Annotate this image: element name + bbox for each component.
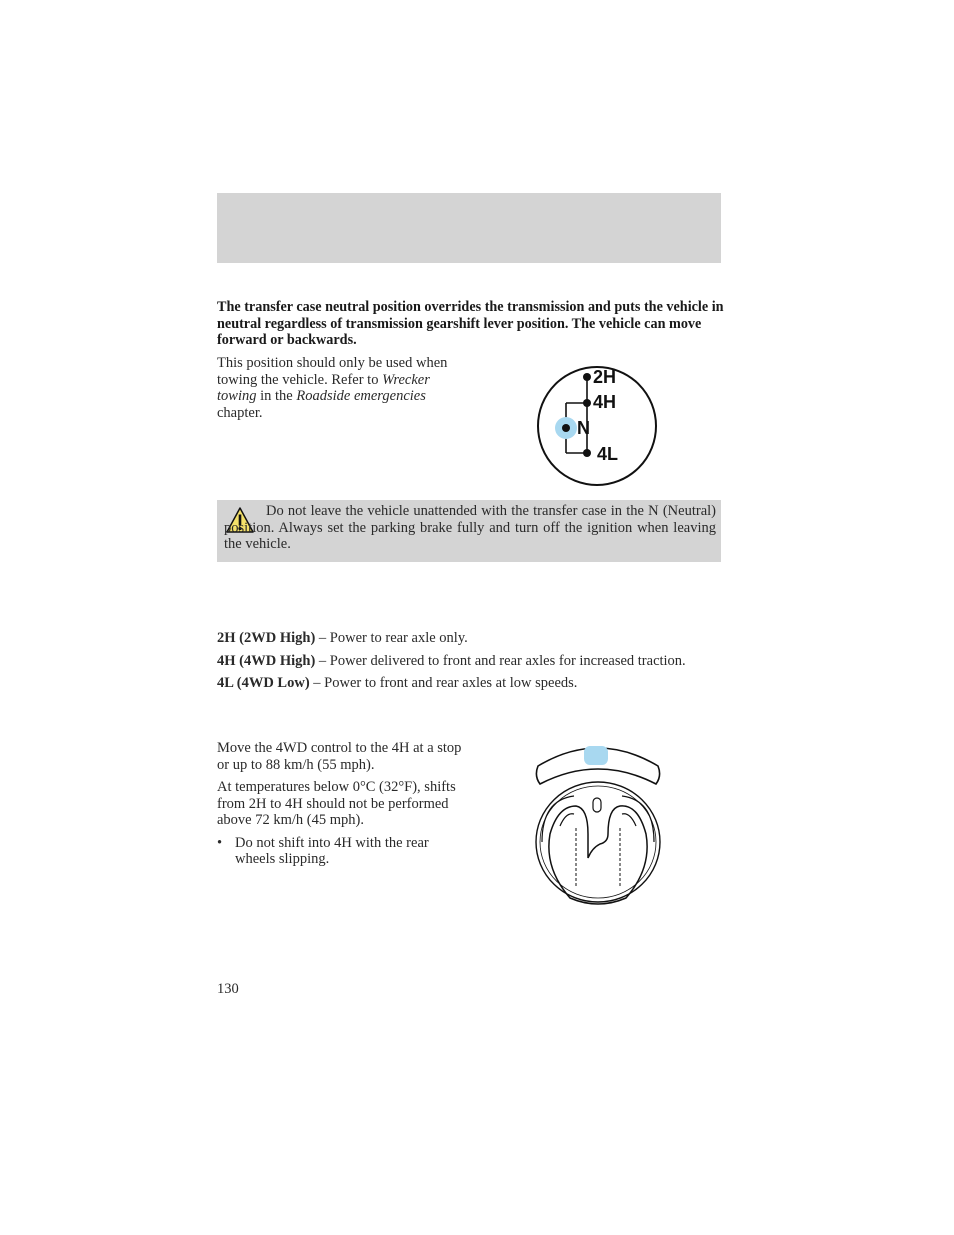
warning-text: Do not leave the vehicle unattended with the transfer case in the N (Neutral) position. Always set the parking brake fully and turn off the ignition when leaving the vehicle.	[224, 503, 716, 552]
position-label-2h: 2H	[593, 367, 617, 387]
position-label-n: N	[577, 418, 590, 438]
knob-grip	[549, 806, 647, 904]
mode-4h	[217, 653, 721, 670]
mode-4l	[217, 675, 721, 692]
position-dot-2h	[583, 373, 591, 381]
page-number: 130	[217, 981, 239, 997]
mode-2h-desc: – Power to rear axle only.	[315, 630, 468, 646]
towing-note	[217, 355, 467, 421]
shift-instruction-1: Move the 4WD control to the 4H at a stop or up to 88 km/h (55 mph).	[217, 740, 462, 773]
mode-2h-label: 2H (2WD High)	[217, 630, 316, 646]
towing-note-text-2: in the	[256, 388, 297, 404]
mode-4l-label: 4L (4WD Low)	[217, 675, 310, 691]
position-dot-n	[562, 424, 570, 432]
section-header-band	[217, 193, 721, 263]
drive-modes-list	[217, 630, 721, 698]
position-dot-4l	[583, 449, 591, 457]
mode-4h-label: 4H (4WD High)	[217, 652, 316, 669]
warning-box	[217, 500, 721, 562]
mode-4h-desc: – Power delivered to front and rear axles for increased traction.	[315, 652, 686, 669]
4wd-control-knob-diagram	[530, 738, 666, 910]
mode-2h	[217, 630, 721, 647]
wrecker-towing-reference: Wrecker towing	[217, 371, 430, 404]
roadside-emergencies-reference: Roadside emergencies	[296, 388, 426, 404]
knob-indicator-light	[584, 746, 608, 765]
neutral-override-warning-text: The transfer case neutral position overrides the transmission and puts the vehicle in neutral regardless of transmission gearshift lever position. The vehicle can move forward or backwards.	[217, 299, 724, 348]
shift-instructions	[217, 740, 469, 868]
bullet-icon: •	[217, 834, 223, 851]
position-dot-4h	[583, 399, 591, 407]
mode-4l-desc: – Power to front and rear axles at low speeds.	[309, 675, 578, 691]
shift-bullet	[217, 835, 469, 868]
position-label-4h: 4H	[593, 392, 617, 412]
knob-pointer-mark	[593, 798, 601, 812]
towing-note-text-1: This position should only be used when towing the vehicle. Refer to	[217, 355, 448, 388]
shift-bullet-text: Do not shift into 4H with the rear wheels slipping.	[235, 834, 429, 867]
towing-note-text-3: chapter.	[217, 404, 263, 421]
knob-outer-ring	[536, 782, 660, 902]
transfer-case-position-diagram	[530, 360, 664, 486]
position-label-4l: 4L	[597, 444, 619, 464]
shift-instruction-2: At temperatures below 0°C (32°F), shifts from 2H to 4H should not be performed above 72 km/h (45 mph).	[217, 779, 456, 828]
